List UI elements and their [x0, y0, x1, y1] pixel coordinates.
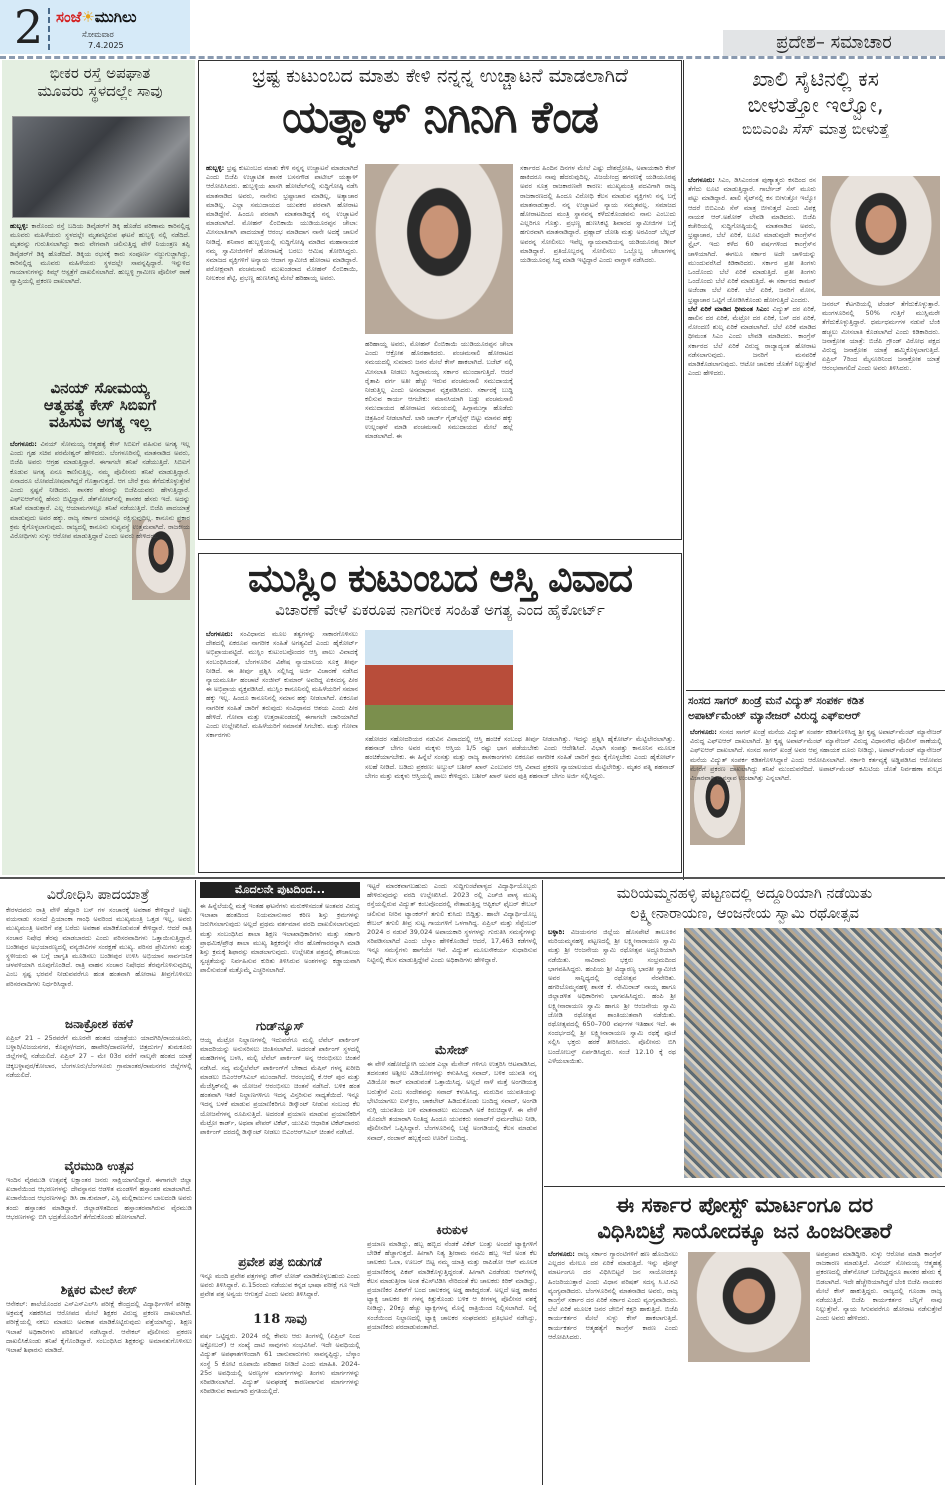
column-divider — [683, 60, 684, 880]
issue-day: ಸೋಮವಾರ — [82, 30, 114, 39]
deaths-subhead: 118 ಸಾವು — [253, 1312, 307, 1327]
sagar-headline-line1: ಸಂಸದ ಸಾಗರ್ ಖಂಡ್ರೆ ಮನೆ ವಿದ್ಯುತ್ ಸಂಪರ್ಕ ಕಡಿತ — [688, 695, 864, 707]
waste-headline — [688, 66, 943, 140]
story-divider — [686, 690, 945, 691]
postmortem-headline-line2: ವಿಧಿಸಿಬಿಟ್ರೆ ಸಾಯೋದಕ್ಕೂ ಜನ ಹಿಂಜರೀತಾರೆ — [597, 1219, 892, 1243]
harassment-body: ಪ್ರಯಾಣ ಮಾಡಿದ್ದು, ಹಬ್ಬ ಹಬ್ಬಿದ ನೆಂಡಕೆ ವಿಕೆಟ್ ಬಂತ್ತು ಅಂದರೆ ಟ್ಯಾಕ್ಸಿಗಳಿಗೆ ಬೇಡಿಕೆ ಹೆಚ್ಚಾಗುತ್ತದೆ. ಹೀಗಾಗಿ ನಿತ್ಯ ಶ್ರೀರಾಮ ನವಮಿ ಹಬ್ಬ ಇದೆ ಅಂತ ಕೆಲ ಚಾಲಕರು ಓಲಾ, ಊಬರ್ ಬಿಟ್ಟ ನಮ್ಮ ಯಾತ್ರಿ ಮತ್ತು ರಾಪಿಡೋ ಆಪ್ ಮೂಲಕ ಪ್ರಯಾಣಿಕರನ್ನ ಪಿಕಪ್ ಮಾಡಿಕೊಳ್ಳುತ್ತಿದ್ದರಂತೆ. ಹೀಗಾಗಿ ಎರಡೆರಡು ಆಪ್‌ಗಳಲ್ಲಿ ಕೆಲಸ ಮಾಡುತ್ತೀರಾ ಅಂತ ಕೆಎಸ್‌ಟಿಡಿಸಿ ನೇರಿದಂತೆ ಕೆಲ ಚಾಲಕರು ಕಿರಿಕ್ ಮಾಡಿದ್ದು, ಪ್ರಯಾಣಿಕರ ಪಿಕಪ್‌ಗೆ ಬಂದ ಚಾಲಕರನ್ನ ಅಡ್ಡ ಹಾಕಿದ್ದರಂತೆ. ಅಲ್ಲದೆ ಅಡ್ಡ ಹಾಕಿದ ಟ್ಯಾಕ್ಸಿ ಚಾಲಕರ ಕೀ ಗಳನ್ನ ಕಿತ್ತುಕೊಂಡು ಬಳಿಕ ಆ ಕೀಗಳನ್ನ ಪೊಲೀಸರ ವಶಕ್ಕೆ ನೀಡಿದ್ದು, 20ಕ್ಕೂ ಹೆಚ್ಚು ಟ್ಯಾಕ್ಸಿಗಳನ್ನ ಮೊನ್ನೆ ರಾತ್ರಿಯಿಂದ ನಿಲ್ಲಿಸಲಾಗಿದೆ. ನಿನ್ನೆ ಸಂಜೆಯಿಂದ ನಿಲ್ದಾಣದಲ್ಲಿ ಟ್ಯಾಕ್ಸಿ ಚಾಲಕರ ಸಂಘದವರು ಪ್ರತಿಭಟನೆ ನಡೆಸಿದ್ದು, ಪ್ರಯಾಣಿಕರು ಪರದಾಡುವಂತಾಗಿದೆ. — [367, 1240, 537, 1331]
logo-sun-icon: ☀ — [81, 8, 95, 26]
accident-headline-line2: ಮೂವರು ಸ್ಥಳದಲ್ಲೇ ಸಾವು — [37, 82, 163, 100]
lead-headline: ಯತ್ನಾಳ್ ನಿಗಿನಿಗಿ ಕೆಂಡ — [282, 92, 598, 143]
continued-col2a: ಇಟ್ಟರೆ ಮಾರಕವಾಗಬಹುದು ಎಂದು ಸುದ್ದಿಗುಂಟೆಪಾಳ್ಯದ ವಿದ್ಯಾರ್ಥಿಯೊಬ್ಬರು ಹೇಳಿರುವುದನ್ನು ವರದಿ ಉಲ್ಲೇಖಿಸಿದೆ. 2023 ರಲ್ಲಿ ಎಚ್‌ಜಿ ಪಾಳ್ಯ ಮುಖ್ಯ ರಸ್ತೆಯಲ್ಲಿರುವ ವಿದ್ಯುತ್ ಕಂಬವೊಂದರಲ್ಲಿ ನೇತಾಡುತ್ತಿದ್ದ ಆಪ್ಟಿಕಲ್ ಫೈಬರ್ ಕೇಬಲ್ ಚಲಿಸುವ ನೀರಿನ ಟ್ಯಾಂಕರ್‌ಗೆ ತಗುಲಿ ಕುಸಿದು ಬಿದ್ದಿತ್ತು. ಹಾಲೇ ವಿದ್ಯಾರ್ಥಿಯೊಬ್ಬ ಕೇಬಲ್ ತಗುಲಿ ತೀವ್ರ ಸುಟ್ಟ ಗಾಯಗಳಿಗೆ ಒಳಗಾಗಿದ್ದ. ಏಪ್ರಿಲ್ ಮತ್ತು ಸೆಪ್ಟೆಂಬರ್ 2024 ರ ನಡುವೆ 39,024 ಅಪಾಯಕಾರಿ ಸ್ಥಳಗಳನ್ನು ಗುರುತಿಸಿ ಸಮಸ್ಯೆಗಳನ್ನು ಸರಿಪಡಿಸಲಾಗಿದೆ ಎಂದು ಬೆಸ್ಕಾಂ ಹೇಳಿಕೊಂಡಿದೆ ಆದರೆ, 17,463 ಕಡೆಗಳಲ್ಲಿ ಇನ್ನೂ ಸಮಸ್ಯೆಗಳು ಹಾಗೆಯೇ ಇವೆ. ವಿದ್ಯುತ್ ಮೂಲಸೌಕರ್ಯ ಸುಧಾರಿಸುವ ನಿಟ್ಟಿನಲ್ಲಿ ಕೆಲಸ ಮಾಡುತ್ತಿದ್ದೇವೆ ಎಂದು ಅಧಿಕಾರಿಗಳು ಹೇಳಿದ್ದಾರೆ. — [367, 882, 537, 964]
page-number: 2 — [14, 0, 44, 54]
teacher-case-subhead: ಶಿಕ್ಷಕರ ಮೇಲೆ ಕೇಸ್ — [60, 1283, 138, 1297]
lead-col3: ಸರ್ಕಾರದ ಹಿಂದಿನ ದಿನಗಳ ಮೇಲೆ ಎಷ್ಟು ದೇಶದ್ರೋಹಿ, ಅಪಾಯಕಾರಿ ಕೇಸ್ ಹಾಕಿದರೂ ನಾವು ಹೆದರುವುದಿಲ್ಲ. ವಿಜಯೇಂದ್ರ ಹಗರಣಕ್ಕೆ ಯಡಿಯೂರಪ್ಪ ಅವರ ಸೂತ್ರ ರಾಜಕಾರಣವೇ ಕಾರಣ: ಮುಖ್ಯಮಂತ್ರಿ ಪದವಿಗಾಗಿ ರಾಜ್ಯ ರಾಜಕಾರಣದಲ್ಲಿ ಹಿಂದೂ ವಿರೋಧಿ ಕೆಲಸ ಮಾಡುವ ವ್ಯಕ್ತಿಗಳು ನನ್ನ ಬಗ್ಗೆ ಮಾತನಾಡುತ್ತಾರೆ. ನನ್ನ ಉಚ್ಚಾಟನೆ ನ್ಯಾಯ ಸಮ್ಮತವಲ್ಲ. ಸಮಾಜದ ಹೋರಾಟದಿಂದ ಮಂತ್ರಿ ಸ್ಥಾನವನ್ನ ಕಳೆದುಕೊಂಡವನು ನಾನು ಎಂಬುದು ಎಲ್ಲರಿಗೂ ಗೊತ್ತು. ಪ್ರಭಣ್ಣ ಹುಣಸಿಕಟ್ಟಿ ಶಿವಾರದ ಸ್ವಾಮೀಜಿಗಳ ಬಗ್ಗೆ ಹಗುರವಾಗಿ ಮಾತನಾಡಿದ್ದಾರೆ. ಪ್ರಹ್ಲಾದ್ ಜೋಶಿ ಮತ್ತು ಅರವಿಂದ್ ಬೆಲ್ಲದ್ ಅವರನ್ನ ಸೋಲಿಸಲು ಇವೆಲ್ಲ ನ್ಯಾಯವಾದಿಯನ್ನ ಯಡಿಯೂರಪ್ಪ ಡೀಲ್ ಮಾಡಿದ್ದಾರೆ. ಪ್ರತಿಯೊಬ್ಬರನ್ನ ಸೋಲಿಸಲು ಒಬ್ಬೊಬ್ಬ ಚೇಲಾಗಳನ್ನ ಯಡಿಯೂರಪ್ಪ ಸಿದ್ಧ ಮಾಡಿ ಇಟ್ಟಿದ್ದಾರೆ ಎಂದು ವಾಗ್ದಾಳಿ ನಡೆಸಿದರು. — [520, 164, 676, 265]
story-divider — [544, 1186, 945, 1187]
waste-dateline: ಬೆಂಗಳೂರು: — [688, 176, 715, 184]
vinay-body — [10, 440, 190, 870]
yatnal-photo — [365, 164, 513, 334]
sagar-body — [690, 728, 942, 868]
ashok-photo — [822, 176, 940, 296]
continued-tag: ಮೊದಲನೇ ಪುಟದಿಂದ... — [200, 882, 360, 898]
newspaper-logo — [56, 8, 136, 26]
temple-headline — [546, 884, 943, 924]
postmortem-headline-line1: ಈ ಸರ್ಕಾರ ಪೋಸ್ಟ್ ಮಾರ್ಟಂಗೂ ದರ — [615, 1193, 874, 1217]
property-headline: ಮುಸ್ಲಿಂ ಕುಟುಂಬದ ಆಸ್ತಿ ವಿವಾದ — [248, 556, 632, 600]
issue-date: 7.4.2025 — [88, 41, 124, 50]
harassment-subhead: ಕಿರುಕುಳ — [436, 1223, 468, 1237]
accident-body — [10, 222, 190, 372]
waste-col2: ಜನರಲ್ ಕೆಟಗರಿಯಲ್ಲಿ ಟೆಂಡರ್ ತೆಗೆದುಕೊಳ್ಳುತ್ತಾರೆ. ಮಂಗಳೂರಿನಲ್ಲಿ 50% ಗುತ್ತಿಗೆ ಮುಸ್ಲಿಮರೇ ತೆಗೆದುಕೊಳ್ಳುತ್ತಿದ್ದಾರೆ. ಧರ್ಮಧರ್ಮಗಳ ನಡುವೆ ಬೆಂಕಿ ಹಚ್ಚಲು ಮೀಸಲಾತಿ ಕೊಡಲಾಗಿದೆ ಎಂದು ಕಿಡಿಕಾರಿದರು. ಜನಾಕ್ರೋಶ ಯಾತ್ರೆ: ಬಿಜೆಪಿ ಗ್ರೌಂಡ್ ವಿರೋಧ ಪಕ್ಷದ ವಿರುದ್ಧ ಜನಾಕ್ರೋಶ ಯಾತ್ರೆ ಹಮ್ಮಿಕೊಳ್ಳಲಾಗುತ್ತಿದೆ. ಏಪ್ರಿಲ್ 7ರಿಂದ ಮೈಸೂರಿನಿಂದ ಜನಾಕ್ರೋಶ ಯಾತ್ರೆ ಆರಂಭವಾಗಲಿದೆ ಎಂದು ಅವರು ತಿಳಿಸಿದರು. — [822, 300, 940, 373]
ct-ravi-photo — [688, 1252, 810, 1362]
temple-headline-line2: ಲಕ್ಷ್ಮೀನಾರಾಯಣ, ಆಂಜನೇಯ ಸ್ವಾಮಿ ರಥೋತ್ಸವ — [630, 906, 859, 922]
waste-headline-line3: ಬಿಬಿಎಂಪಿ ಸೆಸ್ ಮಾತ್ರ ಬೀಳುತ್ತೆ — [741, 120, 890, 138]
vinay-headline-line2: ಆತ್ಮಹತ್ಯೆ ಕೇಸ್ ಸಿಬಿಐಗೆ — [43, 396, 157, 414]
column-divider — [542, 880, 543, 1485]
waste-text-a: ಸಿಎಂ, ಡಿಸಿಎಂರಂತ ಪುಣ್ಯಾತ್ಮರು ಕಸದಿಂದ ರಸ ತೆಗೆದು ಲೂಟಿ ಮಾಡುತ್ತಿದ್ದಾರೆ. ಗಾರ್ಬೇಜ್ ಸೆಸ್ ಮೂರು ಪಟ್ಟು ಮಾಡಿದ್ದಾರೆ. ಖಾಲಿ ಸೈಟ್‌ನಲ್ಲಿ ಕಸ ಬೀಳುತ್ತೋ ಇಲ್ವೋ ಆದರೆ ಬಿಬಿಎಂಪಿ ಸೆಸ್ ಮಾತ್ರ ಬೀಳುತ್ತದೆ ಎಂದು ವಿಪಕ್ಷ ನಾಯಕ ಆರ್.ಅಶೋಕ್ ಲೇವಡಿ ಮಾಡಿದರು. ಬಿಜೆಪಿ ಕಚೇರಿಯಲ್ಲಿ ಸುದ್ದಿಗೋಷ್ಠಿಯಲ್ಲಿ ಮಾತನಾಡಿದ ಅವರು, ಭ್ರಷ್ಟಾಚಾರ, ಬೆಲೆ ಏರಿಕೆ, ಲೂಟಿ ಮಾಡುವುದೇ ಕಾಂಗ್ರೆಸ್‌ನ ಸ್ಟೈಲ್. ಇದು ಕಳೆದ 60 ವರ್ಷಗಳಿಂದ ಕಾಂಗ್ರೆಸ್‌ನ ಚಾಳಿಯಾಗಿದೆ. ಈಗಲೂ ಸರ್ಕಾರ ಅದೇ ಚಾಳಿಯನ್ನು ಮುಂದುವರೆಸಿದೆ ಕಿಡಿಕಾರಿದರು. ಸರ್ಕಾರ ಪ್ರತೀ ತಿಂಗಳು ಒಂದೊಂದು ಬೆಲೆ ಏರಿಕೆ ಮಾಡುತ್ತಿದೆ. ಪ್ರತೀ ತಿಂಗಳು ಒಂದೊಂದು ಬೆಲೆ ಏರಿಕೆ ಮಾಡುತ್ತಿದೆ. ಈ ಸರ್ಕಾರದ ಕಾಮನ್ ಅಜೆಂಡಾ ಬೆಲೆ ಏರಿಕೆ. ಬೆಲೆ ಏರಿಕೆ, ಜನರಿಗೆ ಮೋಸ, ಭ್ರಷ್ಟಾಚಾರ ಒಟ್ಟಿಗೆ ಜೋಡಿಸಿಕೊಂಡು ಹೋಗುತ್ತಿದೆ ಎಂದರು. — [688, 176, 816, 304]
vinay-headline-line3: ವಹಿಸುವ ಅಗತ್ಯ ಇಲ್ಲ — [48, 413, 152, 431]
high-court-photo — [365, 630, 513, 730]
accident-dateline: ಹುಬ್ಬಳ್ಳಿ: — [10, 222, 29, 230]
janakrosha-subhead: ಜನಾಕ್ರೋಶ ಕಹಳೆ — [65, 1017, 133, 1031]
janakrosha-body: ಏಪ್ರಿಲ್ 21 – 25ರವರೆಗೆ ಮೂರನೇ ಹಂತದ ಯಾತ್ರೆಯು ಯಾದಗಿರಿ/ರಾಯಚೂರು, ಬಳ್ಳಾರಿ/ವಿಜಯನಗರ, ಕೊಪ್ಪಳ/ಗದಗ, ಹಾವೇರಿ/ದಾವಣಗೆರೆ, ಚಿತ್ರದುರ್ಗ/ ತುಮಕೂರು ಜಿಲ್ಲೆಗಳಲ್ಲಿ ನಡೆಯಲಿದೆ. ಏಪ್ರಿಲ್ 27 – ಮೇ 03ರ ವರೆಗೆ ನಾಲ್ಕನೇ ಹಂತದ ಯಾತ್ರೆ ಚಿಕ್ಕಬಳ್ಳಾಪುರ/ಕೋಲಾರ, ಬೆಂಗಳೂರು/ಬೆಂಗಳೂರು ಗ್ರಾಮಾಂತರ/ರಾಮನಗರ ಜಿಲ್ಲೆಗಳಲ್ಲಿ ನಡೆಯಲಿದೆ. — [6, 1034, 192, 1079]
temple-text: ವಿಜಯನಗರ ಜಿಲ್ಲೆಯ ಹೊಸಪೇಟೆ ತಾಲೂಕಿನ ಮರಿಯಮ್ಮನಹಳ್ಳಿ ಪಟ್ಟಣದಲ್ಲಿ ಶ್ರೀ ಲಕ್ಷ್ಮೀನಾರಾಯಣ ಸ್ವಾಮಿ ಮತ್ತು ಶ್ರೀ ಆಂಜನೇಯ ಸ್ವಾಮಿ ರಥೋತ್ಸವ ಅದ್ದೂರಿಯಾಗಿ ನಡೆಯಿತು. ಸಾವಿರಾರು ಭಕ್ತರು ಸಂಭ್ರಮದಿಂದ ಭಾಗವಹಿಸಿದ್ದರು. ಹಂಪಿಯ ಶ್ರೀ ವಿದ್ಯಾರಣ್ಯ ಭಾರತೀ ಸ್ವಾಮೀಜಿ ಅವರ ಸಾನ್ನಿಧ್ಯದಲ್ಲಿ ರಥೋತ್ಸವ ನೆರವೇರಿತು. ಹಗರಿಬೊಮ್ಮನಹಳ್ಳಿ ಶಾಸಕ ಕೆ. ನೇಮಿರಾಜ್ ನಾಯ್ಕ ಹಾಗೂ ಜಿಲ್ಲಾಡಳಿತ ಅಧಿಕಾರಿಗಳು ಭಾಗವಹಿಸಿದ್ದರು. ಹಂಪಿ ಶ್ರೀ ಲಕ್ಷ್ಮೀನಾರಾಯಣ ಸ್ವಾಮಿ ಹಾಗೂ ಶ್ರೀ ಆಂಜನೇಯ ಸ್ವಾಮಿ ಜೋಡಿ ರಥೋತ್ಸವ ಶಾಂತಿಯುತವಾಗಿ ನಡೆಯಿತು. ರಥೋತ್ಸವದಲ್ಲಿ 650–700 ವರ್ಷಗಳ ಇತಿಹಾಸ ಇದೆ. ಈ ಸಂದರ್ಭದಲ್ಲಿ ಶ್ರೀ ಲಕ್ಷ್ಮೀನಾರಾಯಣ ಸ್ವಾಮಿ ರಥಕ್ಕೆ ಪೂಜೆ ಸಲ್ಲಿಸಿ ಭಕ್ತರು ಹರಕೆ ತೀರಿಸಿದರು. ಪೊಲೀಸರು ಬಿಗಿ ಬಂದೋಬಸ್ತ್ ಏರ್ಪಡಿಸಿದ್ದರು. ಸಂಜೆ 12.10 ಕ್ಕೆ ರಥ ಎಳೆಯಲಾಯಿತು. — [548, 928, 676, 1065]
property-col2: ಸಹೋದರ ಸಹೋದರಿಯರ ನಡುವಿನ ವಿವಾದದಲ್ಲಿ ಆಸ್ತಿ ಹಂಚಿಕೆ ಸಂಬಂಧ ತೀರ್ಪು ನೀಡಲಾಗಿತ್ತು. ಇದನ್ನು ಪ್ರಶ್ನಿಸಿ ಹೈಕೋರ್ಟ್ ಮೆಟ್ಟಿಲೇರಲಾಗಿತ್ತು. ಶಹನಾಜ್ ಬೇಗಂ ಅವರ ಮಕ್ಕಳು ಆಸ್ತಿಯ 1/5 ರಷ್ಟು ಭಾಗ ಪಡೆಯಬೇಕು ಎಂದು ಆದೇಶಿಸಿದೆ. ವಿಭಾಗಿ ಸಂಪತ್ತು ಕಾನೂನಿನ ಮೂಲಕ ಹಂಚಿಕೆಯಾಗಬೇಕು. ಈ ಹಿನ್ನೆಲೆ ಸಂಸತ್ತು ಮತ್ತು ರಾಜ್ಯ ಶಾಸಕಾಂಗಗಳು ಏಕರೂಪ ನಾಗರೀಕ ಸಂಹಿತೆ ಜಾರಿಗೆ ಕ್ರಮ ಕೈಗೊಳ್ಳಬೇಕು ಎಂದು ಹೈಕೋರ್ಟ್ ಸಲಹೆ ನೀಡಿದೆ. ಬಡಿದು ಪ್ರಕರಣ: ಅಬ್ದುಲ್ ಬಶೀರ್ ಖಾನ್ ಎಂಬುವರ ಆಸ್ತಿ ವಿವಾದ ಪ್ರಕರಣ ನ್ಯಾಯಾಲಯದ ಮೆಟ್ಟಿಲೇರಿತ್ತು. ಮೃತರ ಪತ್ನಿ ಶಹನಾಜ್ ಬೇಗಂ ಮತ್ತು ಮಕ್ಕಳು ಆಸ್ತಿಯಲ್ಲಿ ಪಾಲು ಕೇಳಿದ್ದರು. ಬಶೀರ್ ಖಾನ್ ಅವರ ಪುತ್ರಿ ಶಹನಾಜ್ ಬೇಗಂ ಅರ್ಜಿ ಸಲ್ಲಿಸಿದ್ದರು. — [365, 735, 675, 780]
accident-headline-line1: ಭೀಕರ ರಸ್ತೆ ಅಪಘಾತ — [49, 64, 151, 82]
vinay-text: ವಿನಯ್ ಸೋಮಯ್ಯ ಆತ್ಮಹತ್ಯೆ ಕೇಸ್ ಸಿಬಿಐಗೆ ವಹಿಸುವ ಅಗತ್ಯ ಇಲ್ಲ ಎಂದು ಗೃಹ ಸಚಿವ ಪರಮೇಶ್ವರ್ ಹೇಳಿದರು. ಬೆಂಗಳೂರಿನಲ್ಲಿ ಮಾತನಾಡಿದ ಅವರು, ಬಿಜೆಪಿ ಅವರು ಆಗ್ರಹ ಮಾಡುತ್ತಿದ್ದಾರೆ. ಈಗಾಗಲೇ ತನಿಖೆ ನಡೆಯುತ್ತಿದೆ. ಸಿಬಿಐಗೆ ಕೊಡುವ ಅಗತ್ಯ ಏನೂ ಕಾಣಿಸುತ್ತಿಲ್ಲ. ನಮ್ಮ ಪೊಲೀಸರು ತನಿಖೆ ಮಾಡುತ್ತಿದ್ದಾರೆ. ಏನಾದರೂ ಲೋಪದೋಷವಾಗಿದ್ದರೆ ಗೊತ್ತಾಗುತ್ತದೆ. ಆಗ ಬೇರೆ ಕ್ರಮ ತೆಗೆದುಕೊಳ್ಳುತ್ತೇವೆ ಎಂದು ಸ್ಪಷ್ಟನೆ ನೀಡಿದರು. ಶಾಸಕರ ಹೆಸರನ್ನು ಬಿಜೆಪಿಯವರು ಹೇಳುತ್ತಿದ್ದಾರೆ. ಎಫ್‌ಐಆರ್‌ನಲ್ಲಿ ಹೆಸರು ಬಿಟ್ಟಿದ್ದಾರೆ. ಡೆತ್‌ನೋಟ್‌ನಲ್ಲಿ ಶಾಸಕರ ಹೆಸರು ಇದೆ. ಅದನ್ನು ತನಿಖೆ ಮಾಡುತ್ತಾರೆ. ಎಲ್ಲ ಆಯಾಮಗಳಲ್ಲೂ ತನಿಖೆ ನಡೆಯುತ್ತಿದೆ. ಬಿಜೆಪಿ ಪಾದಯಾತ್ರೆ ಮಾಡುವುದು ಅವರ ಹಕ್ಕು. ರಾಜ್ಯ ಸರ್ಕಾರ ಯಾರನ್ನೂ ರಕ್ಷಿಸುವುದಿಲ್ಲ. ಕಾನೂನು ಪ್ರಕಾರ ಕ್ರಮ ಕೈಗೊಳ್ಳಲಾಗುವುದು. ರಾಜ್ಯದಲ್ಲಿ ಕಾನೂನು ಸುವ್ಯವಸ್ಥೆ ಉತ್ತಮವಾಗಿದೆ. ರಾಜಕೀಯ ವಿರೋಧಿಗಳು ಸುಳ್ಳು ಆರೋಪ ಮಾಡುತ್ತಿದ್ದಾರೆ ಎಂದು ಅವರು ಹೇಳಿದರು. — [10, 440, 190, 541]
waste-headline-line2: ಬೀಳುತ್ತೋ ಇಲ್ವೋ, — [747, 93, 884, 117]
message-subhead: ಮೆಸೇಜ್ — [434, 1043, 470, 1057]
goodnews-body: ಆಯ್ದ ಮೆಟ್ರೋ ನಿಲ್ದಾಣಗಳಲ್ಲಿ ಇದುವರೆಗೂ ಮಲ್ಟಿ ಲೆವೆಲ್ ಪಾರ್ಕಿಂಗ್ ಮಾದರಿಯನ್ನು ಅನುಸರಿಸಲು ಚಿಂತಿಸಲಾಗಿದೆ. ಅದರಂತೆ ಪಾರ್ಕಿಂಗ್ ಸ್ಥಳದಲ್ಲಿ ಮಹಡಿಗಳನ್ನ ಬಳಸಿ, ಮಲ್ಟಿ ಲೆವೆಲ್ ಪಾರ್ಕಿಂಗ್ ಅನ್ನ ಆರಂಭಿಸಲು ಚಿಂತನೆ ನಡೆಸಿದೆ. ಸದ್ಯ ಮಲ್ಟಿಲೆವೆಲ್ ಪಾರ್ಕಿಂಗ್‌ಗೆ ಬೇಕಾದ ಮೆಷಿನ್ ಗಳನ್ನ ಖರೀದಿ ಮಾಡಲು ಬಿಎಂಆರ್‌ಸಿಎಲ್ ಮುಂದಾಗಿದೆ. ಆರಂಭದಲ್ಲಿ ಕೆ.ಆರ್ ಪುರ ಮತ್ತು ಮೆಜೆಸ್ಟಿಕ್‌ನಲ್ಲಿ ಈ ಯೋಜನೆ ಆರಂಭಿಸಲು ಚಿಂತನೆ ನಡೆಸಿದೆ. ಬಳಿಕ ಹಂತ ಹಂತವಾಗಿ ಇತರೆ ನಿಲ್ದಾಣಗಳಿಗೂ ಇದನ್ನ ವಿಸ್ತರಿಸುವ ಸಾಧ್ಯತೆಯಿದೆ. ಇನ್ನೂ ಇದನ್ನ ಬಳಕೆ ಮಾಡುವ ಪ್ರಯಾಣಿಕರಿಗೂ ಡಿಸ್ಕೌಂಟ್ ನೀಡುವ ಸಂಬಂಧ ಕೆಲ ಯೋಜನೆಗಳನ್ನ ರೂಪಿಸುತ್ತಿದೆ. ಅದರಂತೆ ಪ್ರಯಾಣ ಮಾಡುವ ಪ್ರಯಾಣಿಕರಿಗೆ ಮೆಟ್ರೋ ಕಾರ್ಡ್, ಅಥವಾ ಪೇಪರ್ ಟಿಕೆಟ್, ಯುಪಿಐ ಆಧಾರಿತ ಟಿಕೆಟ್‌ದಾರರು ಪಾರ್ಕಿಂಗ್ ದರದಲ್ಲಿ ಡಿಸ್ಕೌಂಟ್ ನೀಡಲು ಬಿಎಂಆರ್‌ಸಿಎಲ್ ಚಿಂತನೆ ನಡೆಸಿದೆ. — [200, 1036, 360, 1137]
accident-text: ಕಾರೊಂದು ರಸ್ತೆ ಬದಿಯ ಡಿವೈಡರ್‌ಗೆ ಡಿಕ್ಕಿ ಹೊಡೆದ ಪರಿಣಾಮ ಕಾರಿನಲ್ಲಿದ್ದ ಮೂವರು ಮಹಿಳೆಯರು ಸ್ಥಳದಲ್ಲೇ ಮೃತಪಟ್ಟಿರುವ ಘಟನೆ ಹುಬ್ಬಳ್ಳಿ ನಲ್ಲಿ ನಡೆದಿದೆ. ಮೃತರನ್ನು ಗುರುತಿಸಲಾಗಿದ್ದು ಕಾರು ವೇಗವಾಗಿ ಚಲಿಸುತ್ತಿದ್ದ ವೇಳೆ ನಿಯಂತ್ರಣ ತಪ್ಪಿ ಡಿವೈಡರ್‌ಗೆ ಡಿಕ್ಕಿ ಹೊಡೆದಿದೆ. ಡಿಕ್ಕಿಯ ರಭಸಕ್ಕೆ ಕಾರು ಸಂಪೂರ್ಣ ನಜ್ಜುಗುಜ್ಜಾಗಿದ್ದು, ಕಾರಿನಲ್ಲಿದ್ದ ಮೂವರು ಮಹಿಳೆಯರು ಸ್ಥಳದಲ್ಲೇ ಸಾವನ್ನಪ್ಪಿದ್ದಾರೆ. ಇನ್ನುಳಿದ ಗಾಯಾಳುಗಳನ್ನು ಕಿಮ್ಸ್ ಆಸ್ಪತ್ರೆಗೆ ದಾಖಲಿಸಲಾಗಿದೆ. ಹುಬ್ಬಳ್ಳಿ ಗ್ರಾಮೀಣ ಪೊಲೀಸ್ ಠಾಣೆ ವ್ಯಾಪ್ತಿಯಲ್ಲಿ ಪ್ರಕರಣ ದಾಖಲಾಗಿದೆ. — [10, 222, 190, 286]
postmortem-dateline: ಬೆಂಗಳೂರು: — [548, 1250, 575, 1258]
property-dateline: ಬೆಂಗಳೂರು: — [206, 630, 233, 638]
vinay-dateline: ಬೆಂಗಳೂರು: — [10, 440, 37, 448]
sagar-headline-line2: ಅಪಾರ್ಟ್‌ಮೆಂಟ್ ಮ್ಯಾನೇಜರ್ ವಿರುದ್ಧ ಎಫ್‌ಐಆರ್ — [688, 710, 861, 722]
sagar-dateline: ಬೆಂಗಳೂರು: — [690, 728, 717, 736]
vinay-headline — [8, 380, 192, 431]
message-body: ಈ ವೇಳೆ ಸಹೋದ್ಯೋಗಿ ಯುವಕ ಎಲ್ಲಾ ಮೆಸೇಜ್ ಗಳಿಗೂ ಉತ್ತರಿಸಿ ಆಟವಾಡಿಸಿದ, ತದನಂತರ ಅಶ್ಲೀಲ ವಿಡಿಯೋಗಳನ್ನು ಕಳುಹಿಸಿದ್ದ ಸವಾದ್, ಬಳಿಕ ಯುವತಿ ನಗ್ನ ವಿಡಿಯೋ ಕಾಲ್ ಮಾಡುವಂತೆ ಒತ್ತಾಯಿಸಿದ್ದ. ಅಲ್ಲದೆ ನಾಳೆ ಮತ್ತೆ ಅಂಗಡಿಯತ್ತ ಬರುತ್ತೇನೆ ಎಂಬ ಸಂದೇಶವನ್ನು ಸವಾದ್ ಕಳುಹಿಸಿದ್ದ. ಮರುದಿನ ಯುವತಿಯನ್ನು ಭೇಟಿಯಾಗಲು ಐಸ್‌ಕ್ರೀಂ, ಚಾಕಲೇಟ್ ಹಿಡಿದುಕೊಂಡು ಬಂದಿದ್ದ ಸವಾದ್, ಅಂಗಡಿ ನುಗ್ಗಿ ಯುವತಿಯ ಬಳಿ ಮಾತನಾಡಲು ಮುಂದಾಗಿ ಅಕೆ ಕಿರುಚಿದ್ದಾಳೆ. ಈ ವೇಳೆ ಮೊದಲೇ ತಯಾರಾಗಿ ನಿಂತಿದ್ದ ಹಿಂದೂ ಯುವಕರು ಸವಾದ್‌ಗೆ ಧರ್ಮದೇಟು ನೀಡಿ, ಪೊಲೀಸರಿಗೆ ಒಪ್ಪಿಸಿದ್ದಾರೆ. ಬೆಂಗಳೂರಿನಲ್ಲಿ ಬಟ್ಟೆ ಅಂಗಡಿಯಲ್ಲಿ ಕೆಲಸ ಮಾಡುವ ಸವಾದ್, ರಂಜಾನ್ ಹಬ್ಬಕ್ಕೆಂದು ಊರಿಗೆ ಬಂದಿದ್ದ. — [367, 1060, 537, 1142]
lead-col1-text: ಭ್ರಷ್ಟ ಕುಟುಂಬದ ಮಾತು ಕೇಳಿ ನನ್ನನ್ನ ಉಚ್ಚಾಟನೆ ಮಾಡಲಾಗಿದೆ ಎಂದು ಬಿಜೆಪಿ ಉಚ್ಚಾಟಿತ ಶಾಸಕ ಬಸನಗೌಡ ಪಾಟೀಲ್ ಯತ್ನಾಳ್ ಆರೋಪಿಸಿದರು. ಹುಬ್ಬಳ್ಳಿಯ ಖಾಸಗಿ ಹೋಟೆಲ್‌ನಲ್ಲಿ ಸುದ್ದಿಗೋಷ್ಠಿ ನಡೆಸಿ ಮಾತನಾಡಿದ ಅವರು, ನಾನೇನು ಭ್ರಷ್ಟಾಚಾರ ಮಾಡಿಲ್ಲ, ಅತ್ಯಾಚಾರ ಮಾಡಿಲ್ಲ. ಎಲ್ಲಾ ಸಮುದಾಯದ ಯುವಕರ ಪರವಾಗಿ ಹೋರಾಟ ಮಾಡಿದ್ದೇನೆ. ಹಿಂದೂ ಪರವಾಗಿ ಮಾತನಾಡಿದ್ದಕ್ಕೆ ನನ್ನ ಉಚ್ಚಾಟನೆ ಮಾಡಲಾಗಿದೆ. ಮೋಹನ್ ಲಿಂಬಿಕಾಯಿ ಯುಡಿಯೂರಪ್ಪನ ಚೇಲಾ: ಮೀಸಲಾತಿಗಾಗಿ ಪಾದಯಾತ್ರೆ ಆರಂಭ ಮಾಡಿದಾಗ ನಾನೇ ಅದಕ್ಕೆ ಚಾಲನೆ ನೀಡಿದ್ದೆ. ಶನಿವಾರ ಹುಬ್ಬಳ್ಳಿಯಲ್ಲಿ ಸುದ್ದಿಗೋಷ್ಠಿ ಮಾಡಿದ ಮಹಾನಾಯಕ ನಮ್ಮ ಸ್ವಾಮೀಜಿಗಳಿಗೆ ಹೋರಾಟಕ್ಕೆ ಬರಲು ಆಮಿಷ ತೋರಿಸಿದ್ದರು. ಸಮಾಜದ ವ್ಯಕ್ತಿಗಳಿಗೆ ಅನ್ಯಾಯ ಆದಾಗ ಸ್ವಾಮೀಜಿ ಹೋರಾಟ ಮಾಡಿದ್ದಾರೆ. ಪರೋಕ್ಷವಾಗಿ ಪಂಚಮಸಾಲಿ ಮುಖಂಡರಾದ ಮೋಹನ್ ಲಿಂಬಿಕಾಯಿ, ನೀಲಕಂಠ ಶೆಟ್ಟಿ, ಪ್ರಭಣ್ಣ ಹುಣಸಿಕಟ್ಟಿ ಮೇಲೆ ಹರಿಹಾಯ್ದ ಅವರು. — [206, 164, 358, 283]
temple-dateline: ಬಳ್ಳಾರಿ: — [548, 928, 565, 936]
property-col1 — [206, 630, 358, 868]
padayatra-headline: ವಿರೋಧಿಸಿ ಪಾದಯಾತ್ರೆ — [46, 887, 150, 903]
lead-col1 — [206, 164, 358, 534]
temple-headline-line1: ಮರಿಯಮ್ಮನಹಳ್ಳಿ ಪಟ್ಟಣದಲ್ಲಿ ಅದ್ದೂರಿಯಾಗಿ ನಡೆಯಿತು — [616, 886, 873, 902]
vinay-headline-line1: ವಿನಯ್ ಸೋಮಯ್ಯ — [50, 379, 150, 397]
lead-col2: ಹರಿಹಾಯ್ದ ಅವರು, ಮೋಹನ್ ಲಿಂಬಿಕಾಯಿ ಯುಡಿಯೂರಪ್ಪನ ಚೇಲಾ ಎಂದು ಆಕ್ರೋಶ ಹೊರಹಾಕಿದರು. ಪಂಚಮಸಾಲಿ ಹೋರಾಟದ ಸಮಯದಲ್ಲಿ ಸುಮಾರು ಜನರ ಮೇಲೆ ಕೇಸ್ ಹಾಕಲಾಗಿದೆ. ಬಜೆಟ್ ನಲ್ಲಿ ಮೀಸಲಾತಿ ನೀಡಲು ಸಿದ್ದರಾಮಯ್ಯ ಸರ್ಕಾರ ಮುಂದಾಗುತ್ತಿದೆ. ಆದರೆ ರೈತಾಪಿ ವರ್ಗ ಅತೀ ಹೆಚ್ಚು ಇರುವ ಪಂಚಮಸಾಲಿ ಸಮುದಾಯಕ್ಕೆ ನೀಡುತ್ತಿಲ್ಲ ಎಂದು ಅಸಮಾಧಾನ ವ್ಯಕ್ತಪಡಿಸಿದರು. ಸರ್ಕಾರಕ್ಕೆ ಬುದ್ಧಿ ಕಲಿಸುವ ಕಾರ್ಯ ಆಗಬೇಕು: ಮಾನಸಿಯಾಗಿ ಬಡ್ಡು ಪಂಚಮಸಾಲಿ ಸಮುದಾಯದ ಹೋರಾಟದ ಸಮಯದಲ್ಲಿ ಹಿಗ್ಗಾಮುಗ್ಗಾ ಹೊಡೆದು ಚಿತ್ರಹಿಂಸೆ ನೀಡಲಾಗಿದೆ. ಲಾಠಿ ಚಾರ್ಜ್ ಗೈಡ್‌ಲೈನ್ಸ್ ಬಿಟ್ಟು ಮಾನವ ಹಕ್ಕು ಉಲ್ಲಂಘನೆ ಮಾಡಿ ಪಂಚಮಸಾಲಿ ಸಮುದಾಯದ ಮೇಲೆ ಹಲ್ಲೆ ಮಾಡಲಾಗಿದೆ. ಈ — [365, 340, 513, 441]
page-fold-rule — [0, 877, 945, 879]
waste-subhead: ಬೆಲೆ ಏರಿಕೆ ಮಾಡಿದ ಧೀಮಂತ ಸಿಎಂ: — [688, 304, 770, 313]
padayatra-body: ಕೇರಳದವರು ರಾತ್ರಿ ವೇಳೆ ಹೆದ್ದಾರಿ ಬಸ್ ಗಳ ಸಂಚಾರಕ್ಕೆ ಅವಕಾಶ ಕೇಳಿದ್ದಾರೆ ಅಷ್ಟೇ. ವಯನಾಡು ಸಂಸದೆ ಪ್ರಿಯಾಂಕಾ ಗಾಂಧಿ ಅವರಿಂದ ಮುಖ್ಯಮಂತ್ರಿ ಒತ್ತಡ ಇಲ್ಲ, ಅವರು ಮುಖ್ಯಮಂತ್ರಿ ಅವರಿಗೆ ಪತ್ರ ಬರೆದು ಅವಕಾಶ ಮಾಡಿಕೊಡುವಂತೆ ಕೇಳಿದ್ದಾರೆ. ಆದರೆ ರಾತ್ರಿ ಸಂಚಾರ ನಿಷೇಧ ತೆರವು ಮಾಡಬಾರದು ಎಂದು ಪರಿಸರವಾದಿಗಳು ಒತ್ತಾಯಿಸುತ್ತಿದ್ದಾರೆ. ಬಂಡೀಪುರ ಅಭಯಾರಣ್ಯದಲ್ಲಿ ವನ್ಯಜೀವಿಗಳ ಸಂರಕ್ಷಣೆ ಮುಖ್ಯ. ಪರಿಸರ ಪ್ರೇಮಿಗಳು ಮತ್ತು ಸ್ಥಳೀಯರು ಈ ಬಗ್ಗೆ ಜಾಗೃತಿ ಮೂಡಿಸಲು ಬಂಡೀಪುರ ಉಳಿಸಿ ಅಭಿಯಾನ ಸಾರ್ವಜನಿಕ ಚಳವಳಿಯಾಗಿ ರೂಪುಗೊಂಡಿದೆ. ರಾತ್ರಿ ವಾಹನ ಸಂಚಾರ ನಿಷೇಧದ ತೆರವುಗೊಳಿಸುವುದಿಲ್ಲ ಎಂಬ ಸ್ಪಷ್ಟ ಭರವಸೆ ನೀಡುವವರೆಗೂ ಹಂತ ಹಂತವಾಗಿ ಹೋರಾಟ ತೀವ್ರಗೊಳಿಸಲು ಪರಿಸರವಾದಿಗಳು ನಿರ್ಧರಿಸಿದ್ದಾರೆ. — [6, 906, 192, 988]
vairamudi-body: ಇಂದಿನ ವೈರಮುಡಿ ಉತ್ಸವಕ್ಕೆ ಲಕ್ಷಾಂತರ ಜನರು ಸಾಕ್ಷಿಯಾಗಲಿದ್ದಾರೆ. ಈಗಾಗಲೇ ಜಿಲ್ಲಾ ಖಜಾನೆಯಿಂದ ಆಭರಣಗಳನ್ನು ದೇವಸ್ಥಾನದ ಆಡಳಿತ ಮಂಡಳಿಗೆ ಹಸ್ತಾಂತರ ಮಾಡಲಾಗಿದೆ. ಖಜಾನೆಯಿಂದ ಆಭರಣಗಳನ್ನು ಡಿಸಿ ಡಾ.ಕುಮಾರ್, ಎಸ್ಪಿ ಮಲ್ಲಿಕಾರ್ಜುನ ಬಾಲದಂಡಿ ಅವರು ತಂದು ಹಸ್ತಾಂತರ ಮಾಡಿದ್ದಾರೆ. ಜಿಲ್ಲಾಡಳಿತದಿಂದ ಹಸ್ತಾಂತರವಾಗಿರುವ ವೈರಮುಡಿ ಆಭರಣಗಳನ್ನು ಬಿಗಿ ಭದ್ರತೆಯೊಂದಿಗೆ ತೆಗೆದುಕೊಂಡು ಹೋಗಲಾಗಿದೆ. — [6, 1176, 192, 1221]
admit-card-body: ಇನ್ನೂ ಮಂದಿ ಪ್ರವೇಶ ಪತ್ರಗಳನ್ನು ಡೌನ್ ಲೋಡ್ ಮಾಡಿಕೊಳ್ಳಬಹುದು ಎಂದು ಅವರು ತಿಳಿಸಿದ್ದಾರೆ. ಏ.15ರಂದು ನಡೆಯುವ ಕನ್ನಡ ಭಾಷಾ ಪರೀಕ್ಷೆ ಗೂ ಇದೇ ಪ್ರವೇಶ ಪತ್ರ ಅನ್ವಯ ಆಗುತ್ತದೆ ಎಂದು ಅವರು ತಿಳಿಸಿದ್ದಾರೆ. — [200, 1272, 360, 1299]
deaths-body: ವರ್ಷ ಒಟ್ಟಿದ್ದರು. 2024 ರಲ್ಲಿ ಕೇವಲ ಆರು ತಿಂಗಳಲ್ಲಿ (ಏಪ್ರಿಲ್ ನಿಂದ ಅಕ್ಟೋಬರ್) ಆ ಸಂಖ್ಯೆ ದಾಟಿ ಸಾವುಗಳು ಸಂಭವಿಸಿವೆ. ಇದೇ ಅವಧಿಯಲ್ಲಿ ವಿದ್ಯುತ್ ಅಪಘಾತಗಳಿಂದಾಗಿ 61 ಜಾನುವಾರುಗಳು ಸಾವನ್ನಪ್ಪಿದ್ದು, ಬೆಸ್ಕಾಂ ಸಂಸ್ಥೆ 5 ಕೋಟಿ ರೂಪಾಯಿ ಪರಿಹಾರ ನೀಡಿದೆ ಎಂದು ಮಾಹಿತಿ. 2024-25ರ ಅವಧಿಯಲ್ಲಿ ಅರಣ್ಯಗಳ ಮಾರ್ಗಗಳನ್ನು ತಿಂಗಳು ಮಾರ್ಗಗಳನ್ನು ಸರಿಪಡಿಸಲಾಗಿದೆ. ವಿದ್ಯುತ್ ಅವಘಡಕ್ಕೆ ಕಾರಣವಾಗುವ ಮಾರ್ಗಗಳನ್ನು ಸರಿಪಡಿಸುವ ಕಾಮಗಾರಿ ಪ್ರಗತಿಯಲ್ಲಿದೆ. — [200, 1332, 360, 1396]
rathotsava-photo — [684, 928, 942, 1178]
waste-text-c: ವಿದ್ಯುತ್ ದರ ಏರಿಕೆ, ಹಾಲಿನ ದರ ಏರಿಕೆ, ಮೆಟ್ರೋ ದರ ಏರಿಕೆ, ಬಸ್ ದರ ಏರಿಕೆ, ನೋಂದಣಿ ಶುಲ್ಕ ಏರಿಕೆ ಮಾಡಲಾಗಿದೆ. ಬೆಲೆ ಏರಿಕೆ ಮಾಡಿದ ಧೀಮಂತ ಸಿಎಂ ಎಂದು ಲೇವಡಿ ಮಾಡಿದರು. ಕಾಂಗ್ರೆಸ್ ಸರ್ಕಾರದ ಬೆಲೆ ಏರಿಕೆ ವಿರುದ್ಧ ರಾಜ್ಯಾದ್ಯಂತ ಹೋರಾಟ ನಡೆಸಲಾಗುವುದು. ಜನರಿಗೆ ಮನವರಿಕೆ ಮಾಡಿಕೊಡಲಾಗುವುದು. ಆಟೋ ಚಾಲಕರ ಜೊತೆಗೆ ನಿಲ್ಲುತ್ತೇವೆ ಎಂದು ಹೇಳಿದರು. — [688, 304, 816, 378]
logo-red-word: ಸಂಜೆ — [56, 8, 82, 26]
temple-body — [548, 928, 676, 1178]
masthead-rule — [0, 56, 945, 59]
goodnews-subhead: ಗುಡ್‌ನ್ಯೂಸ್ — [255, 1019, 305, 1033]
teacher-case-body: ಆನೇಕಲ್: ಶಾಲೆಯೊಂದರ ಎಸ್ಎಸ್ಎಲ್‌ಸಿ ಪರೀಕ್ಷೆ ಕೇಂದ್ರದಲ್ಲಿ ವಿದ್ಯಾರ್ಥಿಗಳಿಗೆ ಪರೀಕ್ಷಾ ಅಕ್ರಮಕ್ಕೆ ಸಹಕರಿಸಿದ ಆರೋಪದ ಮೇಲೆ ಶಿಕ್ಷಕರ ವಿರುದ್ಧ ಪ್ರಕರಣ ದಾಖಲಾಗಿದೆ. ಪರೀಕ್ಷೆಯಲ್ಲಿ ನಕಲು ಮಾಡಲು ಅವಕಾಶ ಮಾಡಿಕೊಟ್ಟಿರುವುದು ಪತ್ತೆಯಾಗಿದ್ದು, ಶಿಕ್ಷಣ ಇಲಾಖೆ ಅಧಿಕಾರಿಗಳು ಪರಿಶೀಲನೆ ನಡೆಸಿದ್ದಾರೆ. ಆನೇಕಲ್ ಪೊಲೀಸರು ಪ್ರಕರಣ ದಾಖಲಿಸಿಕೊಂಡು ತನಿಖೆ ಕೈಗೊಂಡಿದ್ದಾರೆ. ಸಂಬಂಧಿಸಿದ ಶಿಕ್ಷಕರನ್ನು ಅಮಾನತುಗೊಳಿಸಲು ಇಲಾಖೆ ಶಿಫಾರಸು ಮಾಡಿದೆ. — [6, 1300, 192, 1355]
postmortem-col1 — [548, 1250, 678, 1485]
accident-headline — [8, 64, 192, 100]
postmortem-headline — [546, 1192, 943, 1244]
admit-card-subhead: ಪ್ರವೇಶ ಪತ್ರ ಬಿಡುಗಡೆ — [238, 1255, 322, 1269]
property-col1-text: ಸಂವಿಧಾನದ ಮೂಲ ತತ್ವಗಳನ್ನು ಸಾಕಾರಗೊಳಿಸಲು ದೇಶದಲ್ಲಿ ಏಕರೂಪ ನಾಗರೀಕ ಸಂಹಿತೆ ಅಗತ್ಯವಿದೆ ಎಂದು ಹೈಕೋರ್ಟ್ ಅಭಿಪ್ರಾಯಪಟ್ಟಿದೆ. ಮುಸ್ಲಿಂ ಕುಟುಂಬವೊಂದರ ಆಸ್ತಿ ಪಾಲು ವಿವಾದಕ್ಕೆ ಸಂಬಂಧಿಸಿದಂತೆ, ಬೆಂಗಳೂರಿನ ವಿಶೇಷ ನ್ಯಾಯಾಲಯ ಸೂಕ್ತ ತೀರ್ಪು ನೀಡಿದೆ. ಈ ತೀರ್ಪು ಪ್ರಶ್ನಿಸಿ ಸಲ್ಲಿಸಿದ್ದ ಅರ್ಜಿ ವಿಚಾರಣೆ ನಡೆಸಿದ ನ್ಯಾಯಮೂರ್ತಿ ಹಂಚಾಟೆ ಸಂಜೀವ್ ಕುಮಾರ್ ಅವರಿದ್ದ ಏಕಸದಸ್ಯ ಪೀಠ ಈ ಅಭಿಪ್ರಾಯ ವ್ಯಕ್ತಪಡಿಸಿದೆ. ಮುಸ್ಲಿಂ ಕಾನೂನಿನಲ್ಲಿ ಮಹಿಳೆಯರಿಗೆ ಸಮಾನ ಹಕ್ಕು ಇಲ್ಲ. ಹಿಂದೂ ಕಾನೂನಿನಲ್ಲಿ ಸಮಾನ ಹಕ್ಕು ನೀಡಲಾಗಿದೆ. ಏಕರೂಪ ನಾಗರೀಕ ಸಂಹಿತೆ ಜಾರಿಗೆ ತರುವುದು ಸಂವಿಧಾನದ ಆಶಯ ಎಂದು ಪೀಠ ಹೇಳಿದೆ. ಗೋವಾ ಮತ್ತು ಉತ್ತರಾಖಂಡದಲ್ಲಿ ಈಗಾಗಲೇ ಜಾರಿಯಾಗಿದೆ ಎಂದು ಉಲ್ಲೇಖಿಸಿದೆ. ಮಹಿಳೆಯರಿಗೆ ಸಮಾನತೆ ಸಿಗಬೇಕು. ಮತ್ತು ಗೋವಾ ಸರ್ಕಾರಗಳು — [206, 630, 358, 740]
waste-headline-line1: ಖಾಲಿ ಸೈಟಿನಲ್ಲಿ ಕಸ — [752, 67, 879, 91]
property-subhead: ವಿಚಾರಣೆ ವೇಳೆ ಏಕರೂಪ ನಾಗರೀಕ ಸಂಹಿತೆ ಅಗತ್ಯ ಎಂದ ಹೈಕೋರ್ಟ್ — [275, 601, 605, 619]
waste-col1 — [688, 176, 816, 656]
column-divider — [195, 880, 196, 1485]
postmortem-col1-text: ರಾಜ್ಯ ಸರ್ಕಾರ ಗ್ಯಾರಂಟಿಗಳಿಗೆ ಹಣ ಹೊಂದಿಸಲು ಎಲ್ಲದರ ಮೇಲೂ ದರ ಏರಿಕೆ ಮಾಡುತ್ತಿದೆ. ಇನ್ನು ಪೋಸ್ಟ್ ಮಾರ್ಟಂಗೂ ದರ ವಿಧಿಸಿಬಿಟ್ಟರೆ ಜನ ಸಾಯೋದಕ್ಕೂ ಹಿಂಜರಿಯುತ್ತಾರೆ ಎಂದು ವಿಧಾನ ಪರಿಷತ್ ಸದಸ್ಯ ಸಿ.ಟಿ.ರವಿ ವ್ಯಂಗ್ಯವಾಡಿದರು. ಬೆಂಗಳೂರಿನಲ್ಲಿ ಮಾತನಾಡಿದ ಅವರು, ರಾಜ್ಯ ಕಾಂಗ್ರೆಸ್ ಸರ್ಕಾರ ದರ ಏರಿಕೆ ಸರ್ಕಾರ ಎಂದು ವ್ಯಂಗ್ಯವಾಡಿದರು. ಬೆಲೆ ಏರಿಕೆ ಮೂಲಕ ಜನರ ಜೇಬಿಗೆ ಕತ್ತರಿ ಹಾಕುತ್ತಿದೆ. ಬಿಜೆಪಿ ಕಾರ್ಯಕರ್ತರ ಮೇಲೆ ಸುಳ್ಳು ಕೇಸ್ ಹಾಕಲಾಗುತ್ತಿದೆ. ಕಾರ್ಯಕರ್ತರ ಆತ್ಮಹತ್ಯೆಗೆ ಕಾಂಗ್ರೆಸ್ ಕಾರಣ ಎಂದು ಆರೋಪಿಸಿದರು. — [548, 1250, 678, 1341]
vairamudi-subhead: ವೈರಮುಡಿ ಉತ್ಸವ — [64, 1159, 134, 1173]
lead-dateline: ಹುಬ್ಬಳ್ಳಿ: — [206, 164, 225, 172]
section-tag: ಪ್ರದೇಶ– ಸಮಾಚಾರ — [723, 30, 945, 56]
accident-photo — [12, 116, 190, 218]
logo-dark-word: ಮುಗಿಲು — [94, 8, 137, 26]
masthead-divider — [48, 8, 50, 50]
lead-kicker: ಭ್ರಷ್ಟ ಕುಟುಂಬದ ಮಾತು ಕೇಳಿ ನನ್ನನ್ನ ಉಚ್ಚಾಟನೆ ಮಾಡಲಾಗಿದೆ — [252, 65, 628, 87]
sagar-headline — [688, 694, 943, 724]
continued-col1a: ಈ ಹಿನ್ನೆಲೆಯಲ್ಲಿ ಮತ್ತೆ ಇಂತಹ ಘಟನೆಗಳು ಮರುಕಳಿಸದಂತೆ ಅಂತವರ ವಿರುದ್ಧ ಇಲಾಖಾ ಹಂತದಿಂದ ನಿಯಮಾನುಸಾರ ಕಠಿಣ ಶಿಸ್ತು ಕ್ರಮಗಳನ್ನು ಜರುಗಿಸಲಾಗುವುದು ಅಲ್ಲದೆ ಪ್ರಥಮ ವರ್ತಮಾನ ವರದಿ ದಾಖಲಿಸಲಾಗುವುದು ಮತ್ತು ಸಂಬಂಧಿಸಿದ ಶಾಲಾ ಶಿಕ್ಷಣ ಇಲಾಖಾಧಿಕಾರಿಗಳು ಮತ್ತು ಸರ್ಕಾರಿ ಪ್ರಾಥಮಿಕ/ಪ್ರೌಢ ಶಾಲಾ ಮುಖ್ಯ ಶಿಕ್ಷಕರನ್ನೇ ನೇರ ಹೊಣೆಗಾರರನ್ನಾಗಿ ಮಾಡಿ ಶಿಸ್ತು ಕ್ರಮಕ್ಕೆ ಶಿಫಾರಸ್ಸು ಮಾಡಲಾಗುವುದು. ಉಲ್ಲೇಖಿತ ಪತ್ರದಲ್ಲಿ ಶೌಚಾಲಯ ಸ್ವಚ್ಛತೆಯನ್ನು ನಿರ್ವಹಿಸುವ ಕುರಿತು ತಿಳಿಸಿರುವ ಅಂಶಗಳನ್ನು ಕಡ್ಡಾಯವಾಗಿ ಪಾಲಿಸುವಂತೆ ಮತ್ತೊಮ್ಮೆ ಎಚ್ಚರಿಸಲಾಗಿದೆ. — [200, 902, 360, 975]
postmortem-col2: ಅಪಪ್ರಚಾರ ಮಾಡಿದ್ದೀರಿ. ಸುಳ್ಳು ಆರೋಪ ಮಾಡಿ ಕಾಂಗ್ರೆಸ್ ರಾಜಕಾರಣ ಮಾಡುತ್ತಿದೆ. ವಿನಯ್ ಸೋಮಯ್ಯ ಆತ್ಮಹತ್ಯೆ ಪ್ರಕರಣದಲ್ಲಿ ಡೆತ್‌ನೋಟ್ ಬರೆದಿಟ್ಟಿದ್ದರೂ ಶಾಸಕರ ಹೆಸರು ಕೈ ಬಿಡಲಾಗಿದೆ. ಇದೇ ಹೆಚ್ಚೇರಿಯಾಗಿದ್ದರೆ ಬೆಂಕಿ ಬಿಜೆಪಿ ನಾಯಕರ ಮೇಲೆ ಕೇಸ್ ಹಾಕುತ್ತಿದ್ದರು. ರಾಜ್ಯದಲ್ಲಿ ಗೂಂಡಾ ರಾಜ್ಯ ನಡೆಯುತ್ತಿದೆ. ಬಿಜೆಪಿ ಕಾರ್ಯಕರ್ತರ ಬೆನ್ನಿಗೆ ನಾವು ನಿಲ್ಲುತ್ತೇವೆ. ನ್ಯಾಯ ಸಿಗುವವರೆಗೂ ಹೋರಾಟ ನಡೆಸುತ್ತೇವೆ ಎಂದು ಅವರು ಹೇಳಿದರು. — [816, 1250, 942, 1323]
sagar-text: ಸಂಸದ ಸಾಗರ್ ಖಂಡ್ರೆ ಮನೆಯ ವಿದ್ಯುತ್ ಸಂಪರ್ಕ ಕಡಿತಗೊಳಿಸಿದ್ದ ಶ್ರೀ ಕೃಷ್ಣ ಅಪಾರ್ಟ್‌ಮೆಂಟ್ ಮ್ಯಾನೇಜರ್ ವಿರುದ್ಧ ಎಫ್‌ಐಆರ್ ದಾಖಲಾಗಿದೆ. ಶ್ರೀ ಕೃಷ್ಣ ಅಪಾರ್ಟ್‌ಮೆಂಟ್ ಮ್ಯಾನೇಜರ್ ವಿರುದ್ಧ ವಿಧಾನಸೌಧ ಪೊಲೀಸ್ ಠಾಣೆಯಲ್ಲಿ ಎಫ್‌ಐಆರ್ ದಾಖಲಾಗಿದೆ. ಸಂಸದ ಸಾಗರ್ ಖಂಡ್ರೆ ಅವರ ಆಪ್ತ ಸಹಾಯಕ ದೂರು ನೀಡಿದ್ದು, ಅಪಾರ್ಟ್‌ಮೆಂಟ್ ಮ್ಯಾನೇಜರ್ ಮನೆಯ ವಿದ್ಯುತ್ ಸಂಪರ್ಕ ಕಡಿತಗೊಳಿಸಿದ್ದಾರೆ ಎಂದು ಆರೋಪಿಸಲಾಗಿದೆ. ಸರ್ಕಾರಿ ಕರ್ತವ್ಯಕ್ಕೆ ಅಡ್ಡಿಪಡಿಸಿದ ಆರೋಪದ ಮೇರೆಗೆ ಪ್ರಕರಣ ದಾಖಲಾಗಿದ್ದು ತನಿಖೆ ಮುಂದುವರೆದಿದೆ. ಅಪಾರ್ಟ್‌ಮೆಂಟ್ ಕಮಿಟಿಯ ಜೊತೆ ನಿರ್ವಹಣಾ ಶುಲ್ಕದ ವಿಚಾರವಾಗಿ ಮನಸ್ತಾಪ ಉಂಟಾಗಿತ್ತು ಎನ್ನಲಾಗಿದೆ. — [690, 728, 942, 783]
